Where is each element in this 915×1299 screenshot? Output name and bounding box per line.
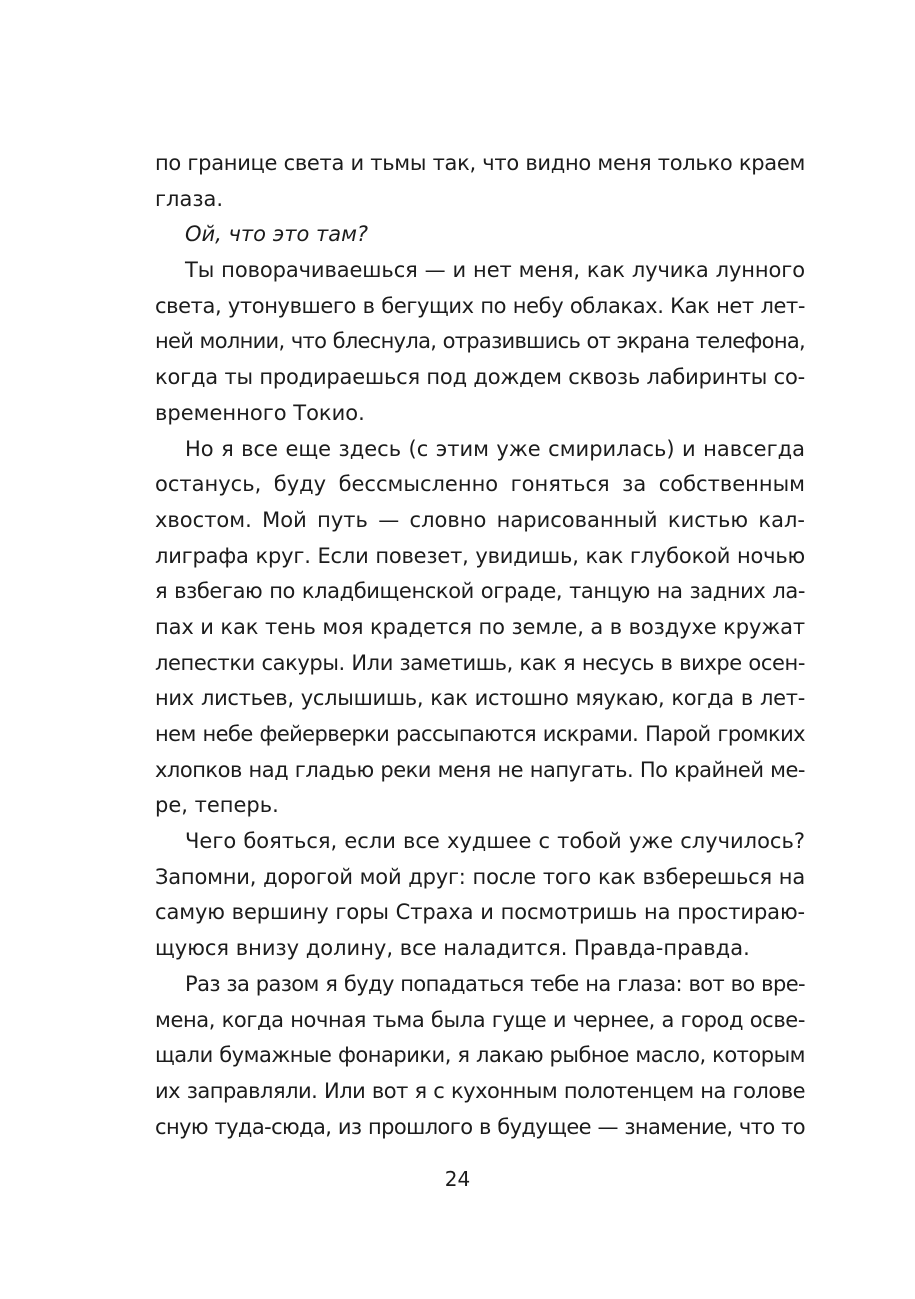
text-line: сную туда-сюда, из прошлого в будущее — знамение, что то [155,1114,805,1139]
text-line: глаза. [155,186,224,211]
text-line: ней молнии, что блеснула, отразившись от экрана телефона, [155,329,805,354]
text-line: ре, теперь. [155,793,279,818]
text-line: самую вершину горы Страха и посмотришь на простираю- [155,900,805,925]
text-line: когда ты продираешься под дождем сквозь лабиринты со- [155,365,805,390]
text-line-italic: Ой, что это там? [185,222,369,247]
text-line: по границе света и тьмы так, что видно меня только краем [155,151,805,175]
text-line: хлопков над гладью реки меня не напугать. По крайней ме- [155,757,805,782]
text-line: хвостом. Мой путь — словно нарисованный кистью кал- [155,507,805,532]
text-line: Ты поворачиваешься — и нет меня, как лучика лунного [185,258,805,283]
text-line: света, утонувшего в бегущих по небу облаках. Как нет лет- [155,293,805,318]
text-line: пах и как тень моя крадется по земле, а в воздухе кружат [155,614,805,639]
text-line: Но я все еще здесь (с этим уже смирилась) и навсегда [185,436,805,461]
text-line: нем небе фейерверки рассыпаются искрами. Парой громких [155,722,805,746]
text-line: мена, когда ночная тьма была гуще и чернее, а город осве- [155,1007,805,1032]
text-line: Раз за разом я буду попадаться тебе на глаза: вот во вре- [185,971,805,996]
text-line: их заправляли. Или вот я с кухонным полотенцем на голове [155,1078,805,1103]
body-text [155,146,805,1145]
page-number: 24 [444,1167,471,1191]
text-line: я взбегаю по кладбищенской ограде, танцую на задних ла- [155,579,805,604]
text-line: щуюся внизу долину, все наладится. Правда-правда. [155,936,750,961]
text-line: останусь, буду бессмысленно гоняться за собственным [155,472,805,497]
text-line: временного Токио. [155,400,365,425]
text-line: лиграфа круг. Если повезет, увидишь, как глубокой ночью [155,543,805,568]
text-line: них листьев, услышишь, как истошно мяукаю, когда в лет- [155,686,805,711]
text-line: Запомни, дорогой мой друг: после того как взберешься на [155,864,805,889]
text-line: лепестки сакуры. Или заметишь, как я несусь в вихре осен- [155,650,805,675]
text-line: Чего бояться, если все худшее с тобой уже случилось? [185,829,805,854]
text-line: щали бумажные фонарики, я лакаю рыбное масло, которым [155,1043,805,1068]
